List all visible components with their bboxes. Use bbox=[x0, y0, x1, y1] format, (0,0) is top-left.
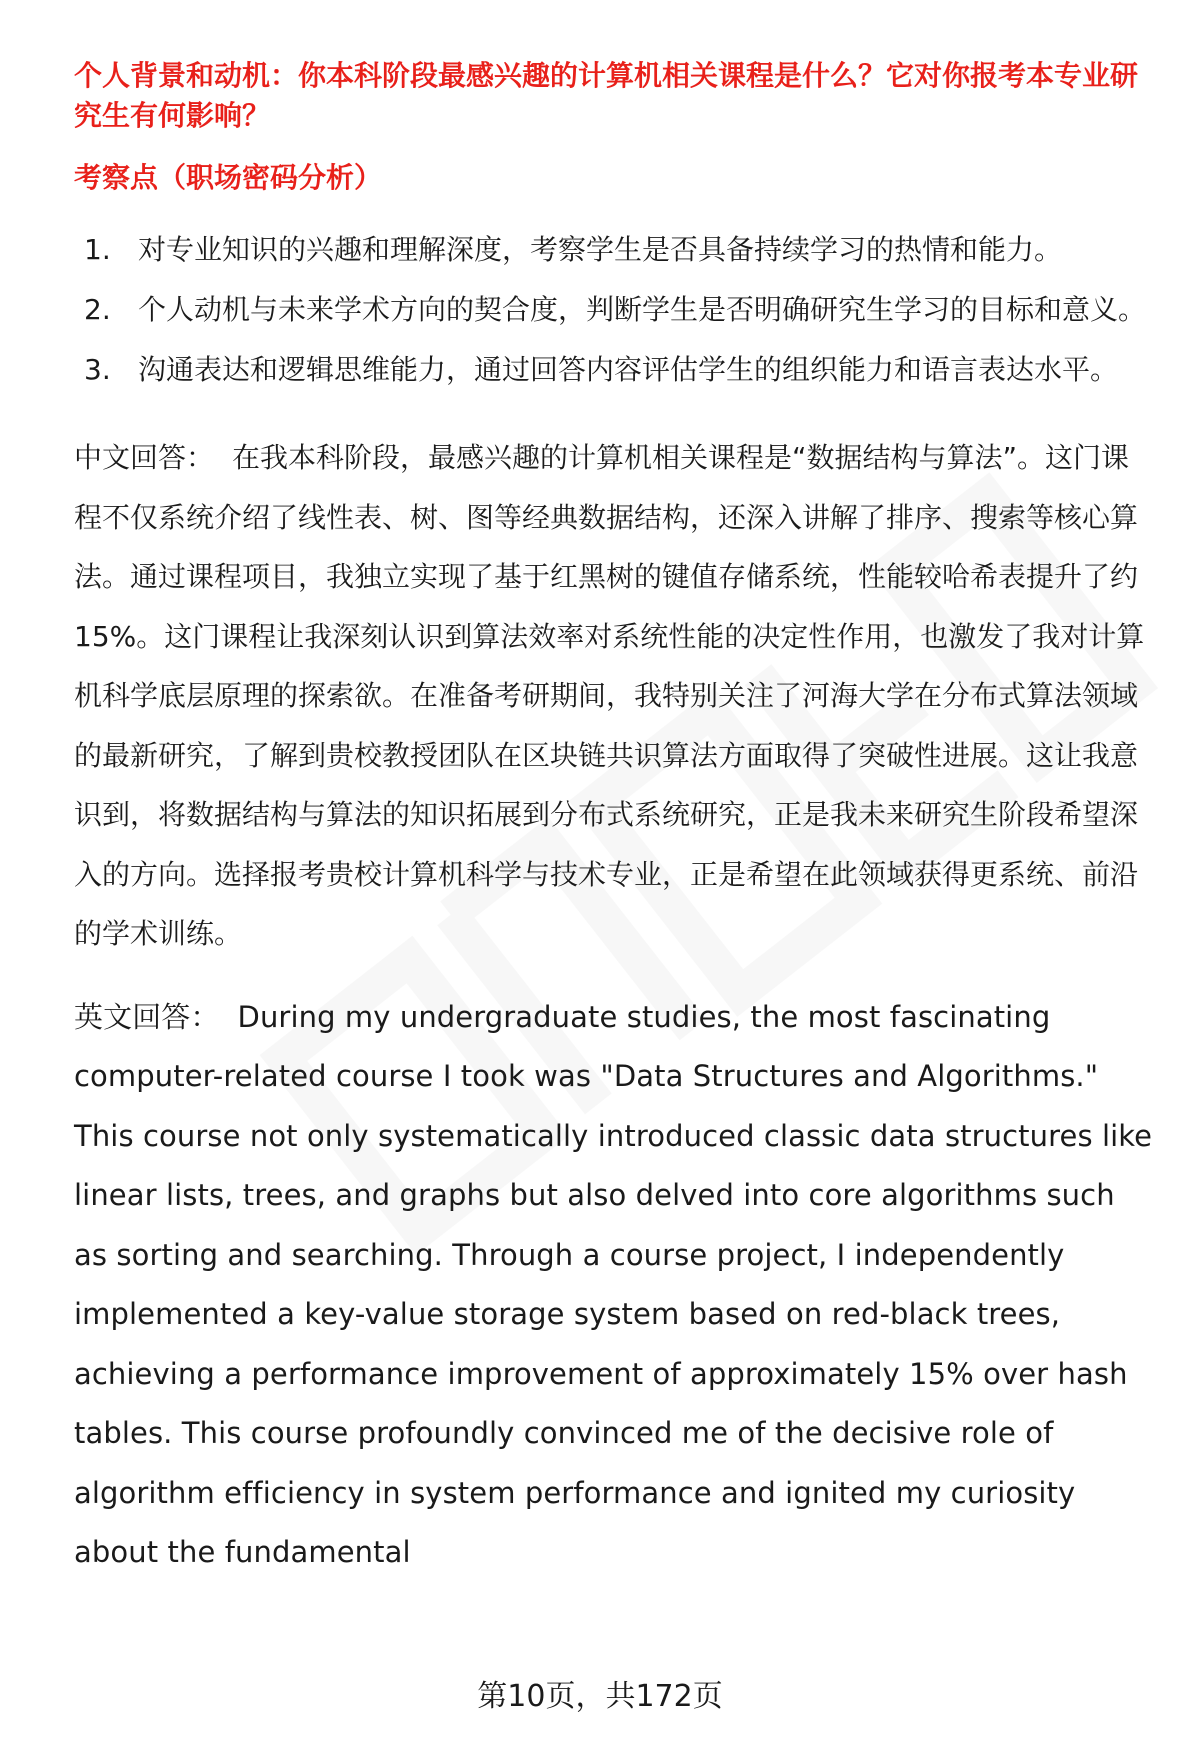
english-answer-paragraph bbox=[74, 988, 1154, 1583]
list-item-number: 1. bbox=[84, 233, 111, 266]
list-item-number: 3. bbox=[84, 353, 111, 386]
evaluation-points-list bbox=[74, 220, 1154, 400]
document-body bbox=[74, 56, 1154, 1583]
chinese-answer-text: 在我本科阶段，最感兴趣的计算机相关课程是“数据结构与算法”。这门课程不仅系统介绍了线性表、树、图等经典数据结构，还深入讲解了排序、搜索等核心算法。通过课程项目，我独立实现了基于红黑树的键值存储系统，性能较哈希表提升了约15%。这门课程让我深刻认识到算法效率对系统性能的决定性作用，也激发了我对计算机科学底层原理的探索欲。在准备考研期间，我特别关注了河海大学在分布式算法领域的最新研究，了解到贵校教授团队在区块链共识算法方面取得了突破性进展。这让我意识到，将数据结构与算法的知识拓展到分布式系统研究，正是我未来研究生阶段希望深入的方向。选择报考贵校计算机科学与技术专业，正是希望在此领域获得更系统、前沿的学术训练。 bbox=[74, 441, 1145, 950]
page-number-footer: 第10页，共172页 bbox=[477, 1679, 723, 1714]
list-item-text: 对专业知识的兴趣和理解深度，考察学生是否具备持续学习的热情和能力。 bbox=[138, 233, 1063, 266]
english-answer-label: 英文回答： bbox=[74, 999, 220, 1034]
question-heading: 个人背景和动机：你本科阶段最感兴趣的计算机相关课程是什么？它对你报考本专业研究生有何影响？ bbox=[74, 59, 1139, 132]
chinese-answer-paragraph bbox=[74, 428, 1154, 964]
list-item-text: 沟通表达和逻辑思维能力，通过回答内容评估学生的组织能力和语言表达水平。 bbox=[138, 353, 1119, 386]
list-item bbox=[84, 280, 1154, 340]
english-answer-text: During my undergraduate studies, the most fascinating computer-related course I took was "Data Structures and Algorithms." This course not only systematically introduced classic data structures like linear lists, trees, and graphs but also delved into core algorithms such as sorting and searching. Through a course project, I independently implemented a key-value storage system based on red-black trees, achieving a performance improvement of approximately 15% over hash tables. This course profoundly convinced me of the decisive role of algorithm efficiency in system performance and ignited my curiosity about the fundamental bbox=[74, 999, 1153, 1569]
list-item-text: 个人动机与未来学术方向的契合度，判断学生是否明确研究生学习的目标和意义。 bbox=[138, 293, 1147, 326]
list-item bbox=[84, 340, 1154, 400]
list-item bbox=[84, 220, 1154, 280]
list-item-number: 2. bbox=[84, 293, 111, 326]
chinese-answer-label: 中文回答： bbox=[74, 441, 215, 474]
section-title: 考察点（职场密码分析） bbox=[74, 161, 383, 194]
